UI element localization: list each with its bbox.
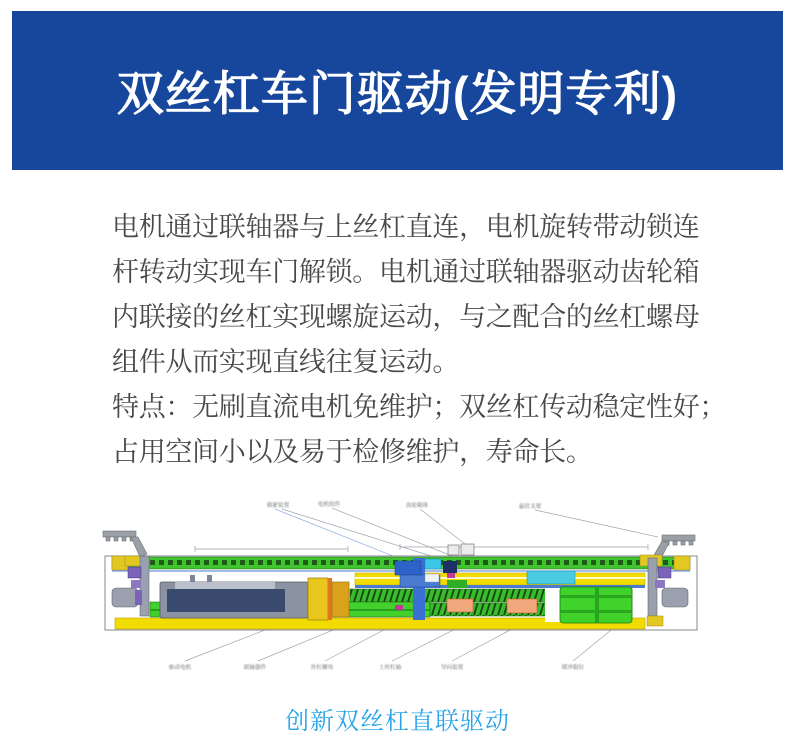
mechanism-diagram	[95, 485, 705, 685]
body-line: 电机通过联轴器与上丝杠直连，电机旋转带动锁连	[112, 212, 700, 242]
diagram-caption: 创新双丝杠直联驱动	[285, 708, 510, 735]
diagram-label: 缓冲限位	[561, 665, 585, 671]
diagram-label: 电机组件	[317, 502, 341, 508]
rail-clamps	[448, 544, 474, 555]
body-line: 特点：无刷直流电机免维护；双丝杠传动稳定性好；	[112, 392, 727, 422]
title-banner	[12, 11, 783, 170]
diagram-label: 驱动电机	[168, 665, 192, 671]
diagram-label: 导向装置	[440, 665, 464, 671]
dimension-lines	[195, 544, 648, 552]
slider-block	[527, 571, 575, 584]
diagram-label: 联轴器件	[243, 665, 267, 671]
left-mount-bracket	[103, 531, 147, 557]
body-line: 内联接的丝杠实现螺旋运动，与之配合的丝杠螺母	[112, 302, 700, 332]
coupling	[308, 578, 349, 620]
right-end-cylinder	[545, 587, 632, 623]
diagram-label: 锁紧装置	[266, 503, 290, 509]
body-line: 占用空间小以及易于检修维护，寿命长。	[112, 437, 593, 467]
diagram-label: 悬挂支架	[518, 504, 542, 510]
diagram-label: 上丝杠轴	[378, 665, 402, 671]
body-line: 杆转动实现车门解锁。电机通过联轴器驱动齿轮箱	[112, 257, 700, 287]
body-paragraph	[112, 205, 727, 475]
body-line: 组件从而实现直线往复运动。	[112, 347, 460, 377]
diagram-label: 齿轮箱体	[405, 503, 429, 509]
page-title: 双丝杠车门驱动(发明专利)	[116, 67, 679, 120]
diagram-label: 丝杠螺母	[310, 665, 334, 671]
